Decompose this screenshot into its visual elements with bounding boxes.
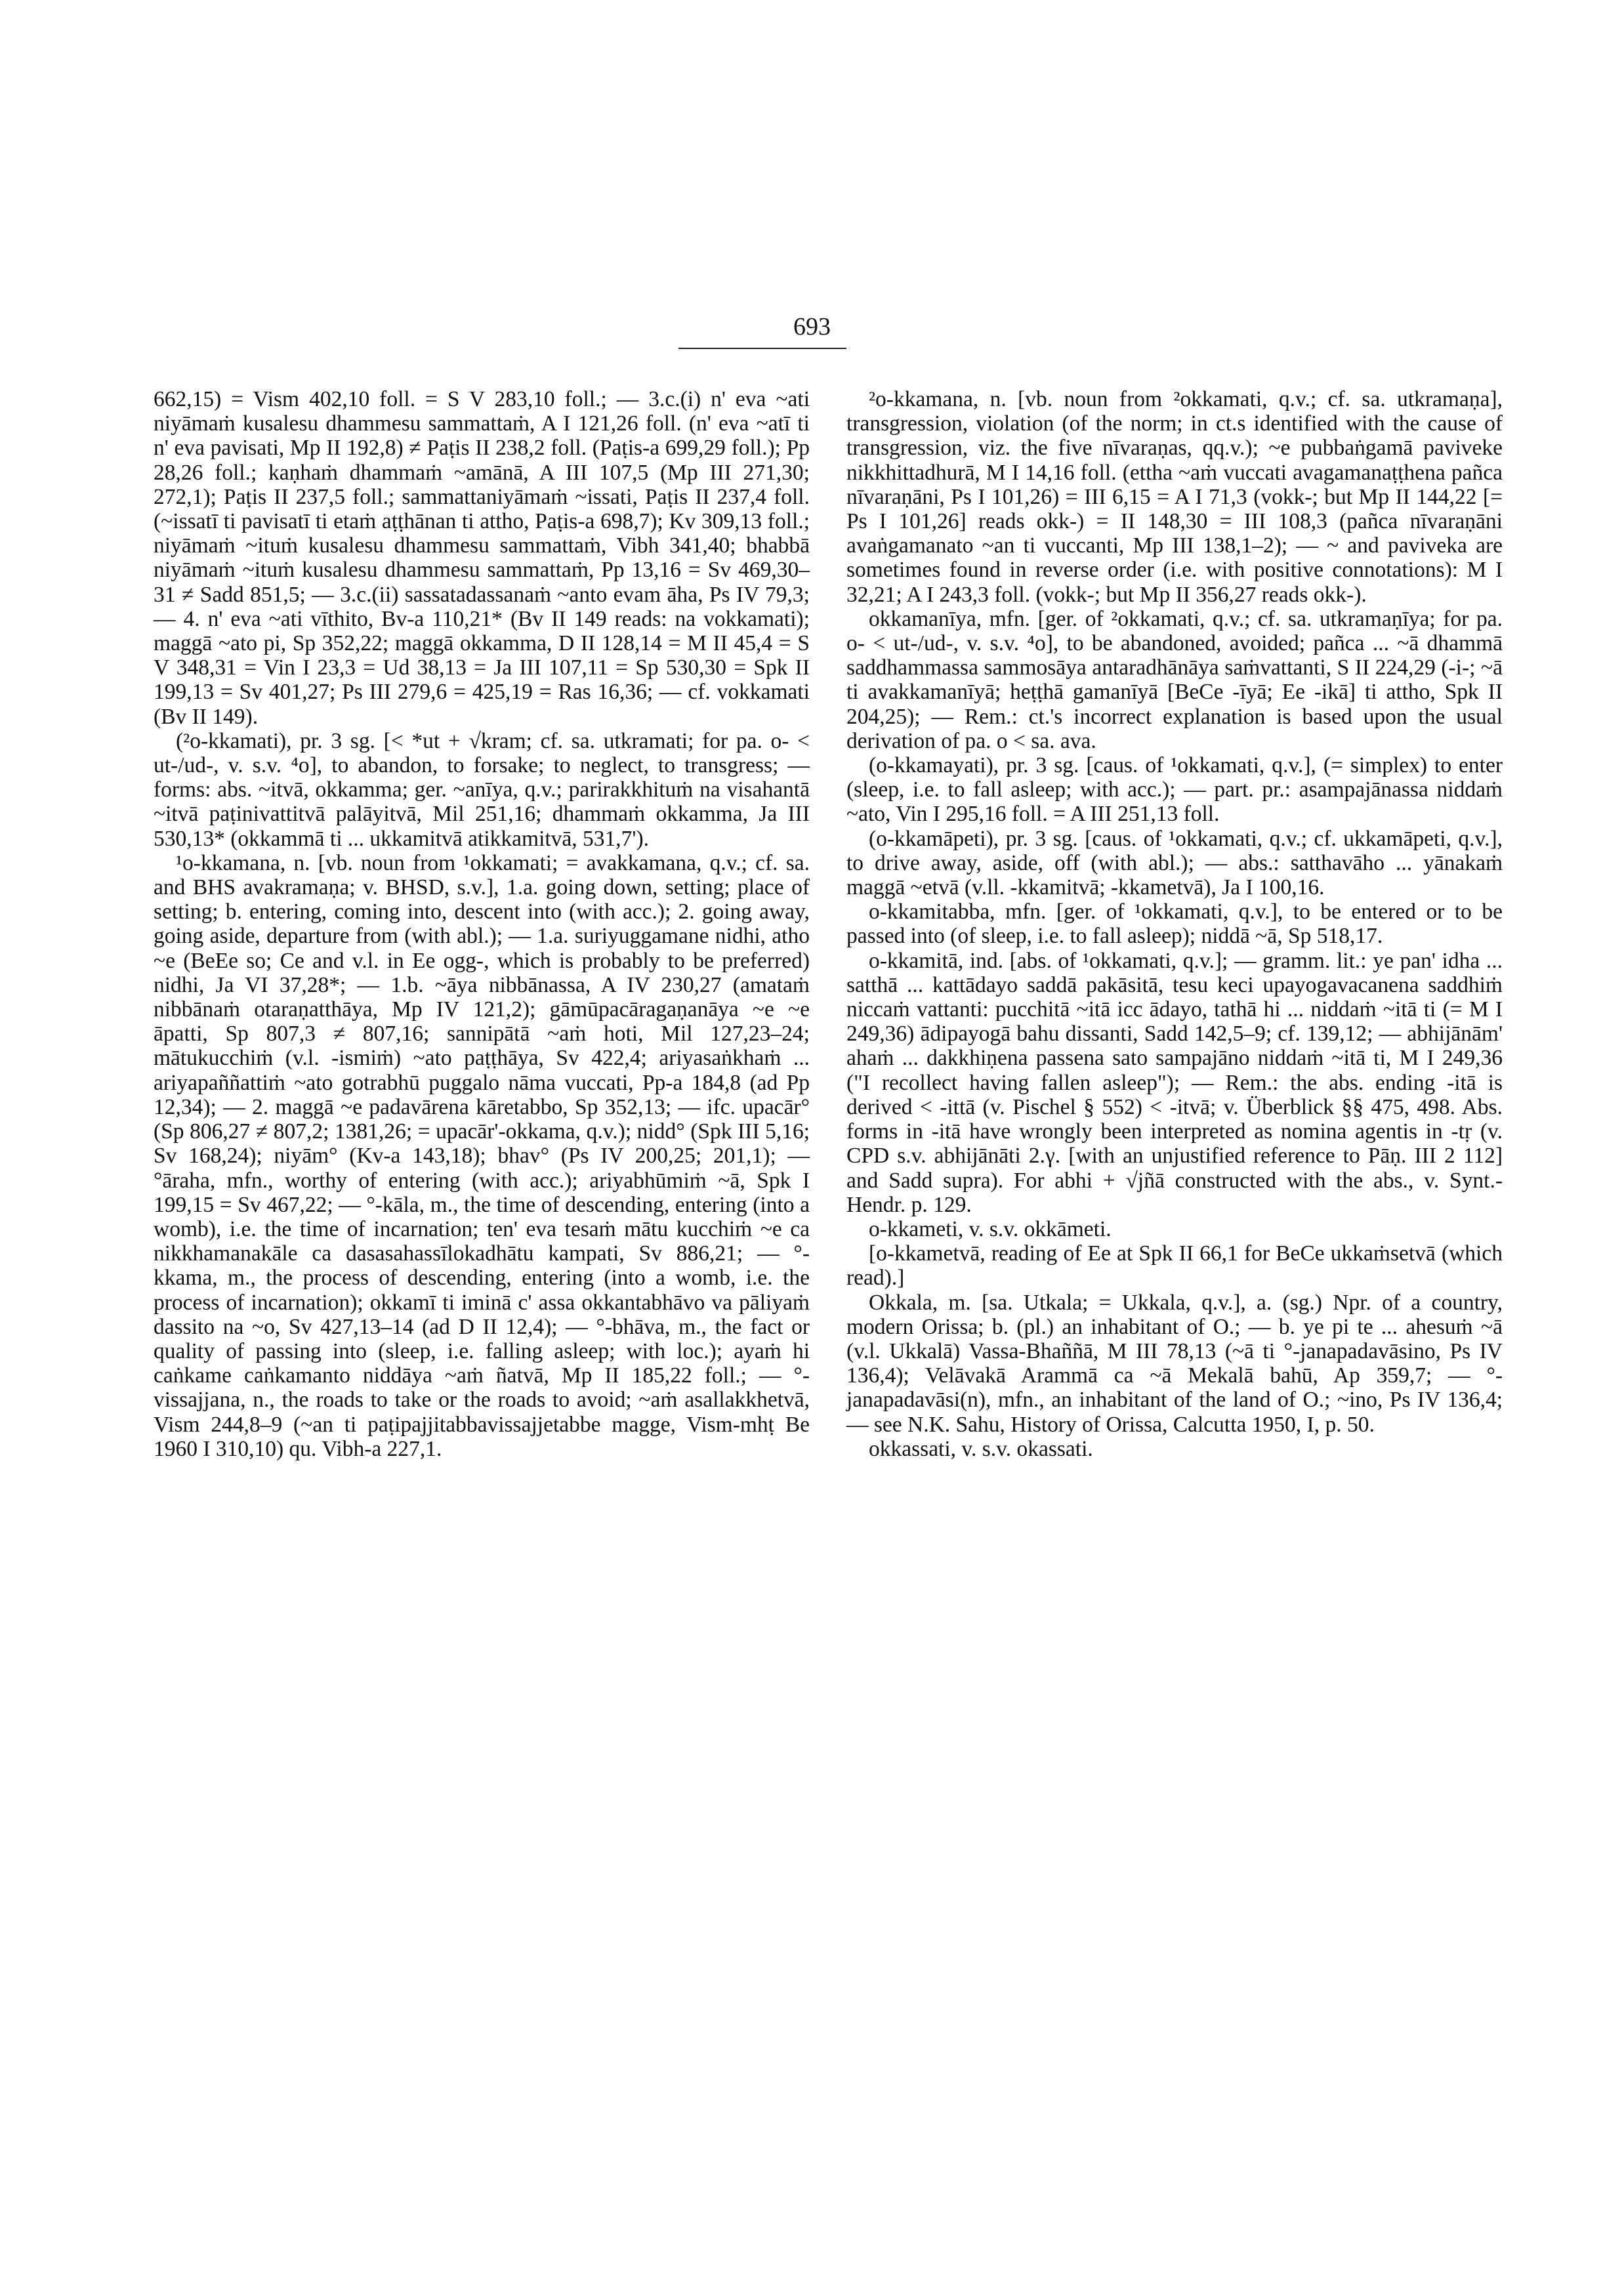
entry-paragraph: 662,15) = Vism 402,10 foll. = S V 283,10 foll.; — 3.c.(i) n' eva ~ati niyāmaṁ kusalesu dhammesu sammattaṁ, A I 121,26 foll. (n' eva ~atī ti n' eva pavisati, Mp II 192,8) ≠ Paṭis II 238,2 foll. (Paṭis-a 699,29 foll.); Pp 28,26 foll.; kaṇhaṁ dhammaṁ ~amānā, A III 107,5 (Mp III 271,30; 272,1); Paṭis II 237,5 foll.; sammattaniyāmaṁ ~issati, Paṭis II 237,4 foll. (~issatī ti pavisatī ti etaṁ aṭṭhānan ti attho, Paṭis-a 698,7); Kv 309,13 foll.; niyāmaṁ ~ituṁ kusalesu dhammesu sammattaṁ, Vibh 341,40; bhabbā niyāmaṁ ~ituṁ kusalesu dhammesu sammattaṁ, Pp 13,16 = Sv 469,30–31 ≠ Sadd 851,5; — 3.c.(ii) sassatadassanaṁ ~anto evam āha, Ps IV 79,3; — 4. n' eva ~ati vīthito, Bv-a 110,21* (Bv II 149 reads: na vokkamati); maggā ~ato pi, Sp 352,22; maggā okkamma, D II 128,14 = M II 45,4 = S V 348,31 = Vin I 23,3 = Ud 38,13 = Ja III 107,11 = Sp 530,30 = Spk II 199,13 = Sv 401,27; Ps III 279,6 = 425,19 = Ras 16,36; — cf. vokkamati (Bv II 149).: [154, 387, 810, 729]
entry-paragraph: [o-kkametvā, reading of Ee at Spk II 66,1 for BeCe ukkaṁsetvā (which read).]: [846, 1241, 1503, 1291]
entry-paragraph: ¹o-kkamana, n. [vb. noun from ¹okkamati; = avakkamana, q.v.; cf. sa. and BHS avakramaṇa; v. BHSD, s.v.], 1.a. going down, setting; place of setting; b. entering, coming into, descent into (with acc.); 2. going away, going aside, departure from (with abl.); — 1.a. suriyuggamane nidhi, atho ~e (BeEe so; Ce and v.l. in Ee ogg-, which is probably to be preferred) nidhi, Ja VI 37,28*; — 1.b. ~āya nibbānassa, A IV 230,27 (amataṁ nibbānaṁ otaraṇatthāya, Mp IV 121,2); gāmūpacāragaṇanāya ~e ~e āpatti, Sp 807,3 ≠ 807,16; sannipātā ~aṁ hoti, Mil 127,23–24; mātukucchiṁ (v.l. -ismiṁ) ~ato paṭṭhāya, Sv 422,4; ariyasaṅkhaṁ ... ariyapaññattiṁ ~ato gotrabhū puggalo nāma vuccati, Pp-a 184,8 (ad Pp 12,34); — 2. maggā ~e padavārena kāretabbo, Sp 352,13; — ifc. upacār° (Sp 806,27 ≠ 807,2; 1381,26; = upacār'-okkama, q.v.); nidd° (Spk III 5,16; Sv 168,24); niyām° (Kv-a 143,18); bhav° (Ps IV 200,25; 201,1); — °āraha, mfn., worthy of entering (with acc.); ariyabhūmiṁ ~ā, Spk I 199,15 = Sv 467,22; — °-kāla, m., the time of descending, entering (into a womb), i.e. the time of incarnation; ten' eva tesaṁ mātu kucchiṁ ~e ca nikkhamanakāle ca dasasahassīlokadhātu kampati, Sv 886,21; — °-kkama, m., the process of descending, entering (into a womb, i.e. the process of incarnation); okkamī ti iminā c' assa okkantabhāvo va pāliyaṁ dassito na ~o, Sv 427,13–14 (ad D II 12,4); — °-bhāva, m., the fact or quality of passing into (sleep, i.e. falling asleep; with loc.); ayaṁ hi caṅkame caṅkamanto niddāya ~aṁ ñatvā, Mp II 185,22 foll.; — °-vissajjana, n., the roads to take or the roads to avoid; ~aṁ asallakkhetvā, Vism 244,8–9 (~an ti paṭipajjitabbavissajjetabbe magge, Vism-mhṭ Be 1960 I 310,10) qu. Vibh-a 227,1.: [154, 850, 810, 1461]
left-column: [154, 387, 810, 1461]
entry-paragraph: (²o-kkamati), pr. 3 sg. [< *ut + √kram; cf. sa. utkramati; for pa. o- < ut-/ud-, v. s.v. ⁴o], to abandon, to forsake; to neglect, to transgress; — forms: abs. ~itvā, okkamma; ger. ~anīya, q.v.; parirakkhituṁ na visahantā ~itvā paṭinivattitvā palāyitvā, Mil 251,16; dhammaṁ okkamma, Ja III 530,13* (okkammā ti ... ukkamitvā atikkamitvā, 531,7').: [154, 728, 810, 851]
entry-paragraph: o-kkamitā, ind. [abs. of ¹okkamati, q.v.]; — gramm. lit.: ye pan' idha ... satthā ... kattādayo saddā pakāsitā, tesu keci upayogavacanena saddhiṁ niccaṁ vattanti: pucchitā ~itā icc ādayo, tathā hi ... niddaṁ ~itā ti (= M I 249,36) ādipayogā bahu dissanti, Sadd 142,5–9; cf. 139,12; — abhijānām' ahaṁ ... dakkhiṇena passena sato sampajāno niddaṁ ~itā ti, M I 249,36 ("I recollect having fallen asleep"); — Rem.: the abs. ending -itā is derived < -ittā (v. Pischel § 552) < -itvā; v. Überblick §§ 475, 498. Abs. forms in -itā have wrongly been interpreted as nomina agentis in -tṛ (v. CPD s.v. abhijānāti 2.γ. [with an unjustified reference to Pāṇ. III 2 112] and Sadd supra). For abhi + √jñā constructed with the abs., v. Synt.-Hendr. p. 129.: [846, 948, 1503, 1217]
entry-paragraph: (o-kkamāpeti), pr. 3 sg. [caus. of ¹okkamati, q.v.; cf. ukkamāpeti, q.v.], to drive away, aside, off (with abl.); — abs.: satthavāho ... yānakaṁ maggā ~etvā (v.ll. -kkamitvā; -kkametvā), Ja I 100,16.: [846, 826, 1503, 900]
right-column: [846, 387, 1503, 1461]
header-rule: [678, 348, 846, 349]
page-number: 693: [793, 313, 831, 341]
entry-paragraph: Okkala, m. [sa. Utkala; = Ukkala, q.v.], a. (sg.) Npr. of a country, modern Orissa; b. (pl.) an inhabitant of O.; — b. ye pi te ... ahesuṁ ~ā (v.l. Ukkalā) Vassa-Bhaññā, M III 78,13 (~ā ti °-janapadavāsino, Ps IV 136,4); Velāvakā Arammā ca ~ā Mekalā bahū, Ap 359,7; — °-janapadavāsi(n), mfn., an inhabitant of the land of O.; ~ino, Ps IV 136,4; — see N.K. Sahu, History of Orissa, Calcutta 1950, I, p. 50.: [846, 1290, 1503, 1437]
entry-paragraph: ²o-kkamana, n. [vb. noun from ²okkamati, q.v.; cf. sa. utkramaṇa], transgression, violation (of the norm; in ct.s identified with the cause of transgression, viz. the five nīvaraṇas, qq.v.); ~e pubbaṅgamā paviveke nikkhittadhurā, M I 14,16 foll. (ettha ~aṁ vuccati avagamanaṭṭhena pañca nīvaraṇāni, Ps I 101,26) = III 6,15 = A I 71,3 (vokk-; but Mp II 144,22 [= Ps I 101,26] reads okk-) = II 148,30 = III 108,3 (pañca nīvaraṇāni avaṅgamanato ~an ti vuccanti, Mp III 138,1–2); — ~ and paviveka are sometimes found in reverse order (i.e. with positive connotations): M I 32,21; A I 243,3 foll. (vokk-; but Mp II 356,27 reads okk-).: [846, 387, 1503, 607]
entry-paragraph: (o-kkamayati), pr. 3 sg. [caus. of ¹okkamati, q.v.], (= simplex) to enter (sleep, i.e. to fall asleep; with acc.); — part. pr.: asampajānassa niddaṁ ~ato, Vin I 295,16 foll. = A III 251,13 foll.: [846, 753, 1503, 827]
entry-paragraph: o-kkamitabba, mfn. [ger. of ¹okkamati, q.v.], to be entered or to be passed into (of sleep, i.e. to fall asleep); niddā ~ā, Sp 518,17.: [846, 899, 1503, 949]
entry-paragraph: okkamanīya, mfn. [ger. of ²okkamati, q.v.; cf. sa. utkramaṇīya; for pa. o- < ut-/ud-, v. s.v. ⁴o], to be abandoned, avoided; pañca ... ~ā dhammā saddhammassa sammosāya antaradhānāya saṁvattanti, S II 224,29 (-i-; ~ā ti avakkamanīyā; heṭṭhā gamanīyā [BeCe -īyā; Ee -ikā] ti attho, Spk II 204,25); — Rem.: ct.'s incorrect explanation is based upon the usual derivation of pa. o < sa. ava.: [846, 606, 1503, 753]
entry-paragraph: o-kkameti, v. s.v. okkāmeti.: [869, 1216, 1112, 1241]
entry-paragraph: okkassati, v. s.v. okassati.: [869, 1436, 1093, 1461]
